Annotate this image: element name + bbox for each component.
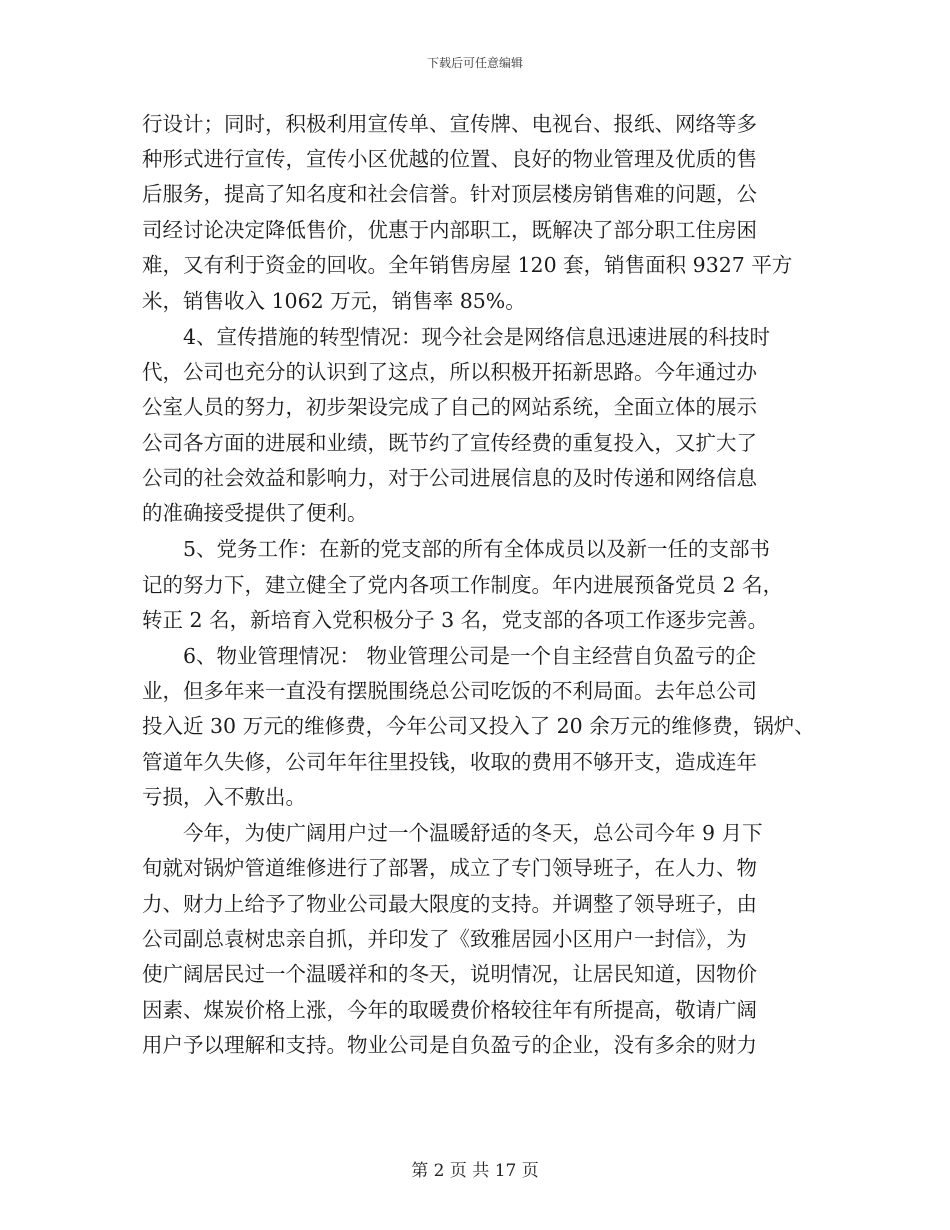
text-line: 记的努力下，建立健全了党内各项工作制度。年内进展预备党员 2 名， (142, 573, 784, 597)
text-line: 今年，为使广阔用户过一个温暖舒适的冬天，总公司今年 9 月下 (142, 821, 763, 845)
text-line: 力、财力上给予了物业公司最大限度的支持。并调整了领导班子，由 (142, 892, 757, 916)
text-line: 司经讨论决定降低售价，优惠于内部职工，既解决了部分职工住房困 (142, 218, 757, 242)
text-line: 转正 2 名，新培育入党积极分子 3 名，党支部的各项工作逐步完善。 (142, 608, 769, 632)
text-line: 米，销售收入 1062 万元，销售率 85%。 (142, 289, 526, 313)
text-line: 的准确接受提供了便利。 (142, 501, 368, 525)
text-line: 公司各方面的进展和业绩，既节约了宣传经费的重复投入，又扩大了 (142, 431, 757, 455)
text-line: 业，但多年来一直没有摆脱围绕总公司吃饭的不利局面。去年总公司 (142, 679, 757, 703)
text-line: 后服务，提高了知名度和社会信誉。针对顶层楼房销售难的问题，公 (142, 182, 757, 206)
text-line: 旬就对锅炉管道维修进行了部署，成立了专门领导班子，在人力、物 (142, 856, 757, 880)
text-line: 4、宣传措施的转型情况：现今社会是网络信息迅速进展的科技时 (142, 325, 771, 349)
text-line: 5、党务工作：在新的党支部的所有全体成员以及新一任的支部书 (142, 537, 771, 561)
text-line: 因素、煤炭价格上涨，今年的取暖费价格较往年有所提高，敬请广阔 (142, 998, 757, 1022)
text-line: 种形式进行宣传，宣传小区优越的位置、良好的物业管理及优质的售 (142, 147, 757, 171)
text-line: 行设计；同时，积极利用宣传单、宣传牌、电视台、报纸、网络等多 (142, 112, 757, 136)
page-header: 下载后可任意编辑 (426, 56, 523, 70)
text-line: 投入近 30 万元的维修费，今年公司又投入了 20 余万元的维修费，锅炉、 (142, 714, 815, 738)
text-line: 公司副总袁树忠亲自抓，并印发了《致雅居园小区用户一封信》，为 (142, 927, 747, 951)
text-line: 6、物业管理情况： 物业管理公司是一个自主经营自负盈亏的企 (142, 644, 757, 668)
text-line: 使广阔居民过一个温暖祥和的冬天，说明情况，让居民知道，因物价 (142, 962, 757, 986)
page-footer: 第 2 页 共 17 页 (411, 1161, 539, 1181)
text-line: 公司的社会效益和影响力，对于公司进展信息的及时传递和网络信息 (142, 466, 757, 490)
text-line: 公室人员的努力，初步架设完成了自己的网站系统，全面立体的展示 (142, 395, 757, 419)
text-line: 代，公司也充分的认识到了这点，所以积极开拓新思路。今年通过办 (142, 360, 757, 384)
text-line: 管道年久失修，公司年年往里投钱，收取的费用不够开支，造成连年 (142, 750, 757, 774)
text-line: 难，又有利于资金的回收。全年销售房屋 120 套，销售面积 9327 平方 (142, 253, 793, 277)
text-line: 亏损，入不敷出。 (142, 785, 306, 809)
text-line: 用户予以理解和支持。物业公司是自负盈亏的企业，没有多余的财力 (142, 1033, 757, 1057)
